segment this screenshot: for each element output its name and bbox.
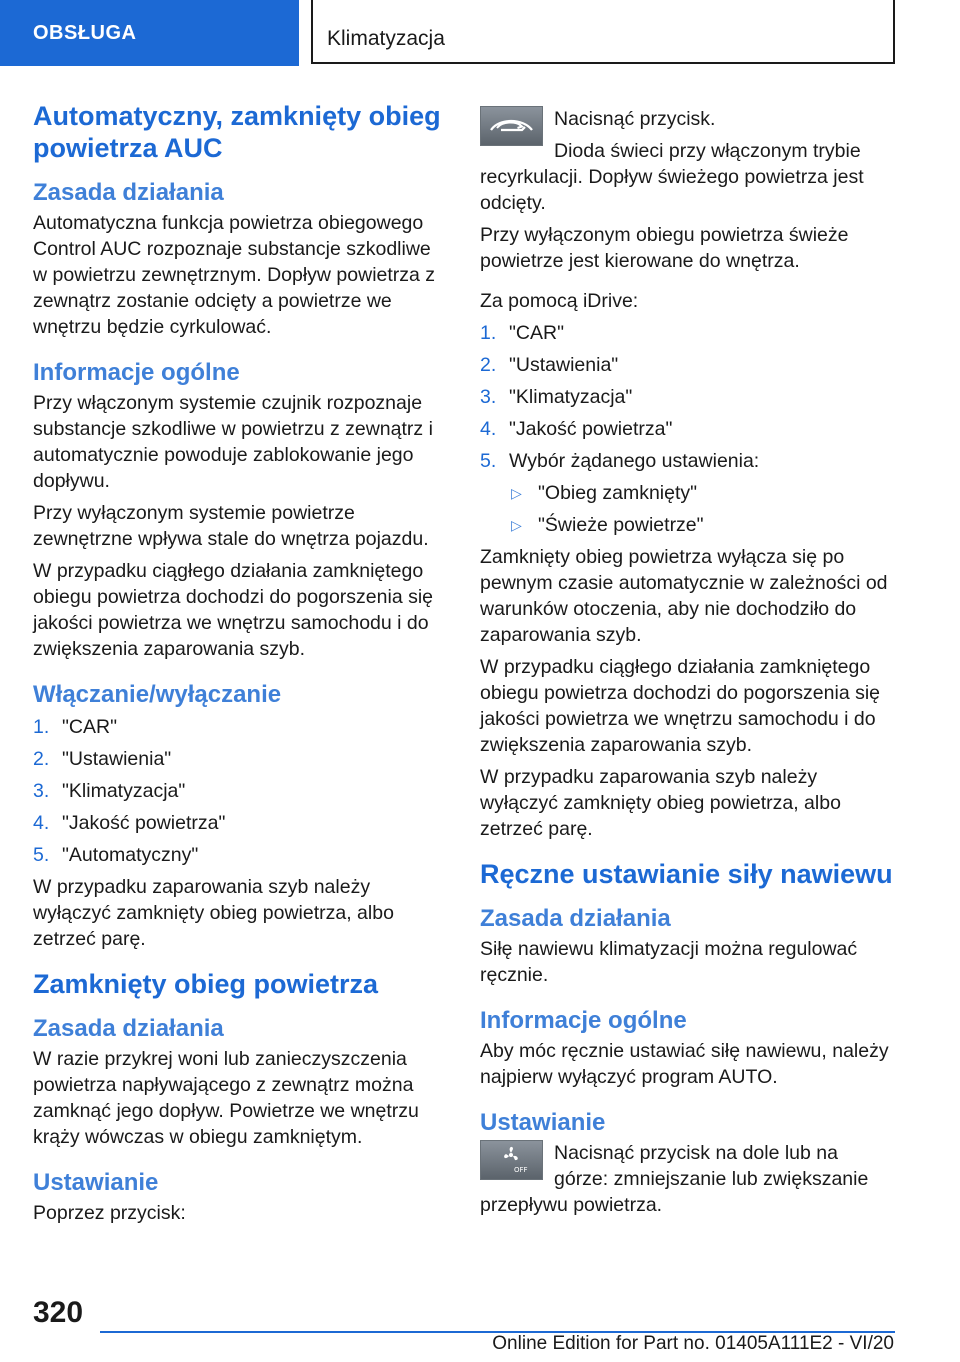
list-item (33, 778, 447, 804)
step-number: 5. (480, 450, 497, 472)
recirculation-block (480, 106, 895, 216)
step-number: 3. (480, 386, 497, 408)
paragraph-principle: Siłę nawiewu klimatyzacji można regulować ręcznie. (480, 938, 858, 986)
right-column (480, 106, 895, 1224)
paragraph-fan: Nacisnąć przycisk na dole lub na górze: zmniejszanie lub zwiększanie przepływu powietrza. (480, 1142, 869, 1216)
paragraph-onoff: W przypadku zaparowania szyb należy wyłączyć zamknięty obieg powietrza, albo zetrzeć parę. (33, 876, 394, 950)
paragraph-idrive: Za pomocą iDrive: (480, 290, 639, 312)
heading-principle: Zasada działania (480, 905, 671, 932)
page-header (0, 0, 960, 66)
heading-setting: Ustawianie (33, 1169, 159, 1196)
list-item (33, 810, 447, 836)
step-number: 4. (33, 812, 50, 834)
step-number: 1. (480, 322, 497, 344)
triangle-icon: ▷ (511, 517, 522, 533)
heading-general: Informacje ogólne (33, 359, 240, 386)
fan-block (480, 1140, 895, 1218)
heading-onoff: Włączanie/wyłączanie (33, 681, 282, 708)
step-text: "Automatyczny" (62, 844, 199, 866)
list-item (480, 448, 895, 538)
triangle-icon: ▷ (511, 485, 522, 501)
step-text: "Klimatyzacja" (509, 386, 633, 408)
step-number: 3. (33, 780, 50, 802)
list-item (480, 416, 895, 442)
fan-speed-icon (480, 1140, 543, 1180)
recirculation-icon (480, 106, 543, 146)
step-text: "Ustawienia" (509, 354, 619, 376)
steps-list-right (480, 320, 895, 538)
step-text: "Jakość powietrza" (62, 812, 226, 834)
list-item (509, 512, 895, 538)
paragraph-led: Dioda świeci przy włączonym trybie recyrkulacji. Dopływ świeżego powietrza jest odcięty. (480, 140, 864, 214)
step-number: 4. (480, 418, 497, 440)
paragraph-setting: Poprzez przycisk: (33, 1202, 186, 1224)
paragraph-general-1: Przy włączonym systemie czujnik rozpoznaje substancje szkodliwe w powietrzu z zewnątrz i automatycznie powoduje zablokowanie jego dopływu. (33, 392, 433, 492)
paragraph-auto-off: Zamknięty obieg powietrza wyłącza się po pewnym czasie automatycznie w zależności od warunków otoczenia, aby nie dochodziło do zaparowania szyb. (480, 546, 888, 646)
list-item (33, 714, 447, 740)
list-item (33, 746, 447, 772)
list-item (480, 352, 895, 378)
step-text: "CAR" (509, 322, 565, 344)
step-number: 2. (33, 748, 50, 770)
substeps-list (509, 480, 895, 538)
heading-auc: Automatyczny, zamknięty obieg powietrza AUC (33, 101, 441, 163)
paragraph-fog: W przypadku zaparowania szyb należy wyłączyć zamknięty obieg powietrza, albo zetrzeć parę. (480, 766, 841, 840)
heading-principle-2: Zasada działania (33, 1015, 224, 1042)
step-text: "Ustawienia" (62, 748, 172, 770)
footer-edition: Online Edition for Part no. 01405A111E2 - VI/20 (492, 1333, 894, 1354)
list-item (480, 320, 895, 346)
step-text: "CAR" (62, 716, 118, 738)
heading-setting: Ustawianie (480, 1109, 606, 1136)
page-number: 320 (33, 1296, 84, 1329)
heading-closed-circuit: Zamknięty obieg powietrza (33, 969, 379, 999)
step-text: "Klimatyzacja" (62, 780, 186, 802)
section-tab: OBSŁUGA (0, 0, 299, 66)
heading-general: Informacje ogólne (480, 1007, 687, 1034)
substep-text: "Świeże powietrze" (538, 514, 704, 536)
list-item (33, 842, 447, 868)
step-text: "Jakość powietrza" (509, 418, 673, 440)
paragraph-off: Przy wyłączonym obiegu powietrza świeże powietrze jest kierowane do wnętrza. (480, 224, 849, 272)
list-item (509, 480, 895, 506)
fan-off-label: OFF (514, 1166, 528, 1174)
chapter-title: Klimatyzacja (311, 0, 895, 64)
heading-manual-fan: Ręczne ustawianie siły nawiewu (480, 859, 893, 889)
paragraph-principle-2: W razie przykrej woni lub zanieczyszczenia powietrza napływającego z zewnątrz można zamknąć jego dopływ. Powietrze we wnętrzu krąży wówczas w obiegu zamkniętym. (33, 1048, 419, 1148)
steps-list-left (33, 714, 447, 868)
paragraph-press: Nacisnąć przycisk. (554, 108, 716, 130)
step-number: 5. (33, 844, 50, 866)
step-number: 2. (480, 354, 497, 376)
paragraph-general: Aby móc ręcznie ustawiać siłę nawiewu, należy najpierw wyłączyć program AUTO. (480, 1040, 889, 1088)
paragraph-general-2: Przy wyłączonym systemie powietrze zewnętrzne wpływa stale do wnętrza pojazdu. (33, 502, 429, 550)
list-item (480, 384, 895, 410)
heading-principle: Zasada działania (33, 179, 224, 206)
paragraph-general-3: W przypadku ciągłego działania zamkniętego obiegu powietrza dochodzi do pogorszenia się jakości powietrza we wnętrzu samochodu i do zwiększenia zaparowania szyb. (33, 560, 434, 660)
paragraph-principle: Automatyczna funkcja powietrza obiegowego Control AUC rozpoznaje substancje szkodliwe w powietrzu zewnętrznym. Dopływ powietrza z zewnątrz zostanie odcięty a powietrze we wnętrzu będzie cyrkulować. (33, 212, 436, 338)
substep-text: "Obieg zamknięty" (538, 482, 698, 504)
left-column (33, 100, 447, 1232)
paragraph-continuous: W przypadku ciągłego działania zamkniętego obiegu powietrza dochodzi do pogorszenia się jakości powietrza we wnętrzu samochodu i do zwiększenia zaparowania szyb. (480, 656, 881, 756)
step-text: Wybór żądanego ustawienia: (509, 450, 760, 472)
step-number: 1. (33, 716, 50, 738)
